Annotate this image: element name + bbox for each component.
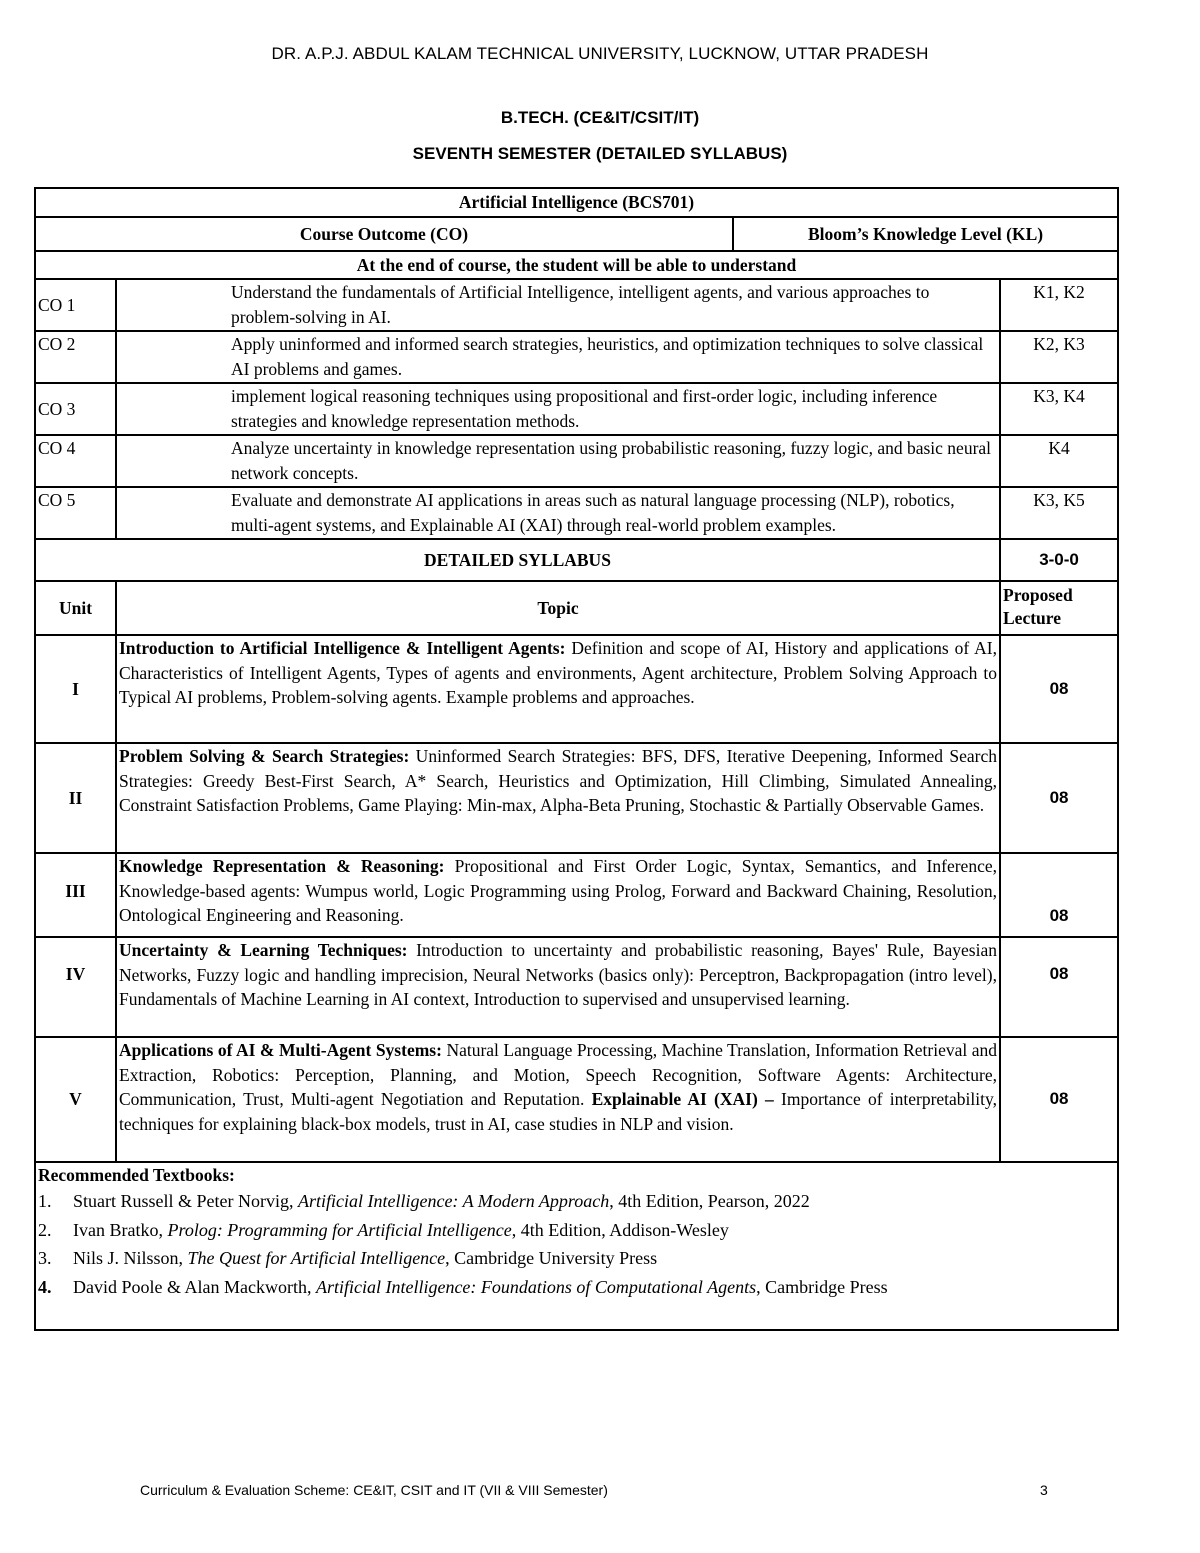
unit-heading: Applications of AI & Multi-Agent Systems: bbox=[119, 1040, 442, 1060]
unit-row bbox=[35, 743, 1118, 853]
unit-row bbox=[35, 937, 1118, 1037]
co-code: CO 5 bbox=[35, 487, 116, 539]
co-row bbox=[35, 279, 1118, 331]
unit-heading: Uncertainty & Learning Techniques: bbox=[119, 940, 408, 960]
co-code: CO 1 bbox=[35, 279, 116, 331]
unit-lectures: 08 bbox=[1000, 1037, 1118, 1162]
unit-text: Introduction to uncertainty and probabilistic reasoning, Bayes' Rule, Bayesian Networks, Fuzzy logic and handling imprecision, Neural Networks (basics only): Perceptron, Backpropagation (intro level), Fundamentals of Machine Learning in AI context, Introduction to supervised and unsupervised learning. bbox=[119, 940, 997, 1009]
unit-text: Definition and scope of AI, History and applications of AI, Characteristics of Intelligent Agents, Types of agents and environments, Agent architecture, Problem Solving Approach to Typical AI problems, Problem-solving agents. Example problems and approaches. bbox=[119, 638, 997, 707]
textbook-item: 1. Stuart Russell & Peter Norvig, Artificial Intelligence: A Modern Approach, 4th Edition, Pearson, 2022 bbox=[38, 1187, 1115, 1216]
textbook-item: 4. David Poole & Alan Mackworth, Artificial Intelligence: Foundations of Computational Agents, Cambridge Press bbox=[38, 1273, 1115, 1302]
textbook-number: 3. bbox=[38, 1248, 52, 1268]
footer-text: Curriculum & Evaluation Scheme: CE&IT, CSIT and IT (VII & VIII Semester) bbox=[140, 1482, 608, 1498]
textbook-number: 4. bbox=[38, 1276, 52, 1297]
textbook-title: Prolog: Programming for Artificial Intelligence bbox=[167, 1219, 512, 1240]
textbook-title: The Quest for Artificial Intelligence bbox=[187, 1248, 446, 1268]
unit-number: III bbox=[35, 853, 116, 937]
unit-lectures: 08 bbox=[1000, 853, 1118, 937]
unit-text: Natural Language Processing, Machine Translation, Information Retrieval and Extraction, Robotics: Perception, Planning, and Motion, Speech Recognition, Software Agents: Architecture, Communication, Trust, Multi-agent Negotiation and Reputation. bbox=[119, 1040, 997, 1109]
col-unit-header: Unit bbox=[35, 581, 116, 635]
unit-row bbox=[35, 853, 1118, 937]
col-topic-header: Topic bbox=[116, 581, 1000, 635]
co-row bbox=[35, 435, 1118, 487]
co-intro: At the end of course, the student will be able to understand bbox=[35, 251, 1118, 279]
unit-text-xai: Importance of interpretability, techniques for explaining black-box models, trust in AI, case studies in NLP and vision. bbox=[119, 1089, 997, 1134]
unit-topic bbox=[116, 635, 1000, 743]
unit-number: V bbox=[35, 1037, 116, 1162]
co-text: implement logical reasoning techniques using propositional and first-order logic, including inference strategies and knowledge representation methods. bbox=[116, 383, 1000, 435]
co-code: CO 3 bbox=[35, 383, 116, 435]
textbooks-title: Recommended Textbooks: bbox=[38, 1165, 235, 1185]
co-text: Understand the fundamentals of Artificial Intelligence, intelligent agents, and various approaches to problem-solving in AI. bbox=[116, 279, 1000, 331]
syllabus-title: DETAILED SYLLABUS bbox=[35, 539, 1000, 581]
syllabus-table bbox=[34, 187, 1119, 1331]
page-number: 3 bbox=[1040, 1482, 1048, 1498]
semester-title: SEVENTH SEMESTER (DETAILED SYLLABUS) bbox=[412, 144, 788, 163]
program-title: B.TECH. (CE&IT/CSIT/IT) bbox=[500, 108, 700, 127]
co-code: CO 4 bbox=[35, 435, 116, 487]
co-row bbox=[35, 487, 1118, 539]
co-code: CO 2 bbox=[35, 331, 116, 383]
col-lecture-header: Proposed Lecture bbox=[1000, 581, 1118, 635]
co-text: Apply uninformed and informed search strategies, heuristics, and optimization techniques to solve classical AI problems and games. bbox=[116, 331, 1000, 383]
co-text: Evaluate and demonstrate AI applications in areas such as natural language processing (NLP), robotics, multi-agent systems, and Explainable AI (XAI) through real-world problem examples. bbox=[116, 487, 1000, 539]
course-title: Artificial Intelligence (BCS701) bbox=[35, 188, 1118, 217]
textbook-number: 1. bbox=[38, 1191, 52, 1211]
unit-lectures: 08 bbox=[1000, 937, 1118, 1037]
unit-text: Propositional and First Order Logic, Syntax, Semantics, and Inference, Knowledge-based agents: Wumpus world, Logic Programming using Prolog, Forward and Backward Chaining, Resolution, Ontological Engineering and Reasoning. bbox=[119, 856, 997, 925]
unit-number: I bbox=[35, 635, 116, 743]
co-row bbox=[35, 383, 1118, 435]
co-header: Course Outcome (CO) bbox=[35, 217, 733, 251]
unit-number: IV bbox=[35, 937, 116, 1037]
textbook-title: Artificial Intelligence: Foundations of Computational Agents bbox=[315, 1276, 757, 1297]
unit-topic bbox=[116, 743, 1000, 853]
unit-text: Uninformed Search Strategies: BFS, DFS, Iterative Deepening, Informed Search Strategies: Greedy Best-First Search, A* Search, Heuristics and Optimization, Hill Climbing, Simulated Annealing, Constraint Satisfaction Problems, Game Playing: Min-max, Alpha-Beta Pruning, Stochastic & Partially Observable Games. bbox=[119, 746, 997, 815]
unit-heading: Problem Solving & Search Strategies: bbox=[119, 746, 410, 766]
co-row bbox=[35, 331, 1118, 383]
co-kl: K3, K4 bbox=[1000, 383, 1118, 435]
co-text: Analyze uncertainty in knowledge representation using probabilistic reasoning, fuzzy logic, and basic neural network concepts. bbox=[116, 435, 1000, 487]
unit-row bbox=[35, 1037, 1118, 1162]
textbook-item: 3. Nils J. Nilsson, The Quest for Artificial Intelligence, Cambridge University Press bbox=[38, 1244, 1115, 1273]
co-kl: K3, K5 bbox=[1000, 487, 1118, 539]
textbook-number: 2. bbox=[38, 1219, 52, 1240]
ltp-value: 3-0-0 bbox=[1000, 539, 1118, 581]
unit-heading-xai: Explainable AI (XAI) – bbox=[591, 1089, 774, 1109]
textbooks-section bbox=[35, 1162, 1118, 1330]
unit-row bbox=[35, 635, 1118, 743]
unit-heading: Introduction to Artificial Intelligence & Intelligent Agents: bbox=[119, 638, 566, 658]
unit-lectures: 08 bbox=[1000, 635, 1118, 743]
unit-topic bbox=[116, 853, 1000, 937]
textbook-item: 2. Ivan Bratko, Prolog: Programming for Artificial Intelligence, 4th Edition, Addison-Wesley bbox=[38, 1216, 1115, 1245]
kl-header: Bloom’s Knowledge Level (KL) bbox=[733, 217, 1118, 251]
unit-topic bbox=[116, 1037, 1000, 1162]
co-kl: K1, K2 bbox=[1000, 279, 1118, 331]
university-name: DR. A.P.J. ABDUL KALAM TECHNICAL UNIVERSITY, LUCKNOW, UTTAR PRADESH bbox=[271, 44, 929, 63]
textbook-title: Artificial Intelligence: A Modern Approach bbox=[297, 1191, 610, 1211]
unit-topic bbox=[116, 937, 1000, 1037]
co-kl: K4 bbox=[1000, 435, 1118, 487]
unit-heading: Knowledge Representation & Reasoning: bbox=[119, 856, 445, 876]
unit-number: II bbox=[35, 743, 116, 853]
co-kl: K2, K3 bbox=[1000, 331, 1118, 383]
unit-lectures: 08 bbox=[1000, 743, 1118, 853]
